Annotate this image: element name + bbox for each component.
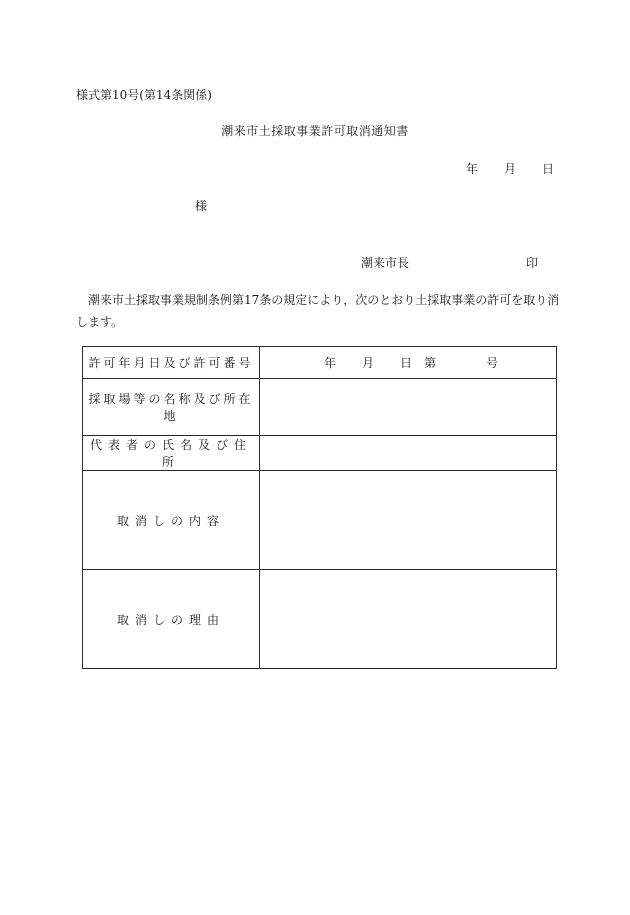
row-value-revocation-content: [260, 471, 557, 570]
row-label-representative: 代表者の氏名及び住所: [83, 436, 260, 471]
date-year: 年: [466, 162, 479, 176]
table-row: [83, 347, 557, 379]
row-value-representative: [260, 436, 557, 471]
addressee-suffix: 様: [195, 199, 208, 213]
permit-day: 日: [400, 356, 413, 370]
permit-info-table: [82, 346, 557, 669]
row-value-site-name-location: [260, 379, 557, 436]
date-line: [466, 160, 554, 177]
row-label-site-name-location: 採取場等の名称及び所在地: [83, 379, 260, 436]
table-row: [83, 471, 557, 570]
table-row: [83, 570, 557, 669]
table-row: [83, 379, 557, 436]
row-label-revocation-content: 取消しの内容: [83, 471, 260, 570]
permit-dai: 第: [424, 356, 437, 370]
table-row: [83, 436, 557, 471]
permit-month: 月: [362, 356, 375, 370]
form-number: 様式第10号(第14条関係): [76, 88, 212, 102]
permit-year: 年: [324, 356, 337, 370]
row-label-revocation-reason: 取消しの理由: [83, 570, 260, 669]
row-value-permit-date-number: [260, 347, 557, 379]
row-value-revocation-reason: [260, 570, 557, 669]
body-text: 潮来市土採取事業規制条例第17条の規定により，次のとおり土採取事業の許可を取り消します。: [76, 293, 560, 329]
date-day: 日: [542, 162, 555, 176]
issuer-name: 潮来市長: [361, 256, 410, 270]
document-title: 潮来市土採取事業許可取消通知書: [221, 124, 409, 138]
permit-go: 号: [486, 356, 499, 370]
row-label-permit-date-number: 許可年月日及び許可番号: [83, 347, 260, 379]
date-month: 月: [504, 162, 517, 176]
seal-mark: 印: [526, 256, 539, 270]
